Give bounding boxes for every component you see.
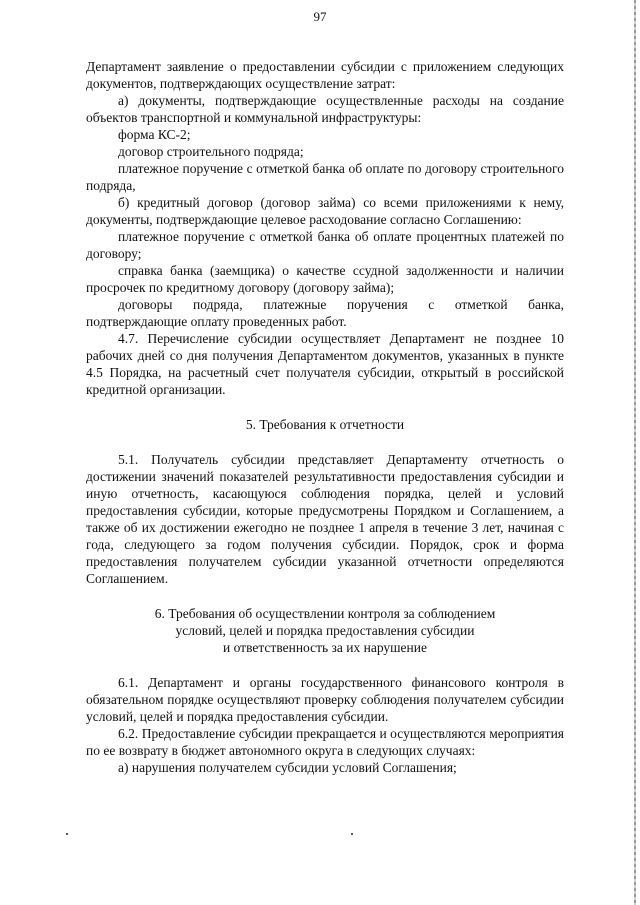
scan-speck: [351, 833, 353, 835]
paragraph-contracts: договоры подряда, платежные поручения с отметкой банка, подтверждающие оплату проведенных работ.: [86, 297, 564, 329]
document-body: [86, 58, 564, 776]
section-6-heading-line-2: условий, целей и порядка предоставления субсидии: [175, 623, 475, 638]
paragraph-construction-contract: договор строительного подряда;: [118, 144, 304, 159]
section-6-heading-line-1: 6. Требования об осуществлении контроля за соблюдением: [154, 606, 496, 621]
paragraph-form-ks2: форма КС-2;: [118, 127, 191, 142]
paragraph-bank-reference: справка банка (заемщика) о качестве ссудной задолженности и наличии просрочек по кредитному договору (договору займа);: [86, 263, 564, 295]
paragraph-item-b: б) кредитный договор (договор займа) со всеми приложениями к нему, документы, подтверждающие целевое расходование согласно Соглашению:: [86, 195, 564, 227]
page-number: 97: [313, 9, 327, 24]
paragraph-6-2: 6.2. Предоставление субсидии прекращается и осуществляются мероприятия по ее возврату в бюджет автономного округа в следующих случаях:: [86, 726, 564, 758]
page-edge-scan-artifact: [634, 0, 636, 905]
paragraph-intro: Департамент заявление о предоставлении субсидии с приложением следующих документов, подтверждающих осуществление затрат:: [86, 59, 564, 91]
section-6-heading-line-3: и ответственность за их нарушение: [223, 640, 427, 655]
paragraph-4-7: 4.7. Перечисление субсидии осуществляет Департамент не позднее 10 рабочих дней со дня получения Департаментом документов, указанных в пункте 4.5 Порядка, на расчетный счет получателя субсидии, открытый в российской кредитной организации.: [86, 331, 564, 397]
paragraph-6-2-item-a: а) нарушения получателем субсидии условий Соглашения;: [118, 760, 457, 775]
paragraph-5-1: 5.1. Получатель субсидии представляет Департаменту отчетность о достижении значений показателей результативности предоставления субсидии и иную отчетность, касающуюся соблюдения порядка, целей и условий предоставления субсидии, которые предусмотрены Порядком и Соглашением, а также об их достижении ежегодно не позднее 1 апреля в течение 3 лет, начиная с года, следующего за годом получения субсидии. Порядок, срок и форма предоставления получателем субсидии указанной отчетности определяются Соглашением.: [86, 452, 564, 586]
paragraph-payment-order: платежное поручение с отметкой банка об оплате по договору строительного подряда,: [86, 161, 564, 193]
paragraph-6-1: 6.1. Департамент и органы государственного финансового контроля в обязательном порядке осуществляют проверку соблюдения получателем субсидии условий, целей и порядка предоставления субсидии.: [86, 675, 564, 724]
section-5-heading: 5. Требования к отчетности: [245, 417, 405, 432]
paragraph-item-a: а) документы, подтверждающие осуществленные расходы на создание объектов транспортной и коммунальной инфраструктуры:: [86, 93, 564, 125]
scan-speck: [66, 833, 68, 835]
paragraph-interest-payment-order: платежное поручение с отметкой банка об оплате процентных платежей по договору;: [86, 229, 564, 261]
